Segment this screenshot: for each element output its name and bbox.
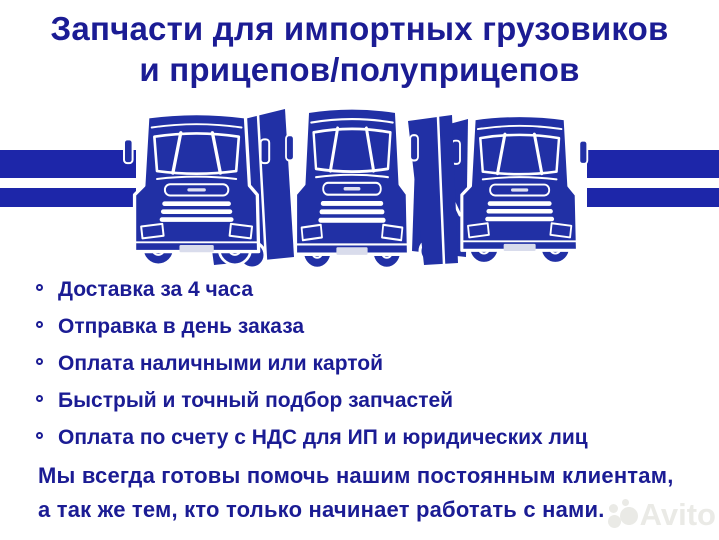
footer-line-2: а так же тем, кто только начинает работать с нами. xyxy=(38,497,605,522)
list-item xyxy=(36,389,711,412)
hero-illustration xyxy=(0,95,719,285)
avito-watermark xyxy=(608,497,716,533)
title-line-1: Запчасти для импортных грузовиков xyxy=(50,10,669,47)
page-title xyxy=(0,8,719,90)
feature-label: Оплата наличными или картой xyxy=(58,352,384,375)
bullet-icon xyxy=(36,284,43,291)
list-item xyxy=(36,352,711,375)
footer-message xyxy=(38,459,705,527)
list-item xyxy=(36,315,711,338)
feature-list xyxy=(36,278,711,463)
list-item xyxy=(36,426,711,449)
truck-middle-icon xyxy=(286,108,458,268)
bullet-icon xyxy=(36,395,43,402)
feature-label: Доставка за 4 часа xyxy=(58,278,254,301)
trucks-illustration xyxy=(0,95,719,285)
avito-logo-icon xyxy=(608,498,638,532)
avito-watermark-label: Avito xyxy=(639,497,716,532)
footer-line-1: Мы всегда готовы помочь нашим постоянным клиентам, xyxy=(38,463,674,488)
feature-label: Оплата по счету с НДС для ИП и юридических лиц xyxy=(58,426,588,449)
feature-label: Отправка в день заказа xyxy=(58,315,305,338)
bullet-icon xyxy=(36,358,43,365)
bullet-icon xyxy=(36,321,43,328)
truck-left-icon xyxy=(124,109,294,268)
title-line-2: и прицепов/полуприцепов xyxy=(139,51,580,88)
list-item xyxy=(36,278,711,301)
feature-label: Быстрый и точный подбор запчастей xyxy=(58,389,454,412)
bullet-icon xyxy=(36,432,43,439)
